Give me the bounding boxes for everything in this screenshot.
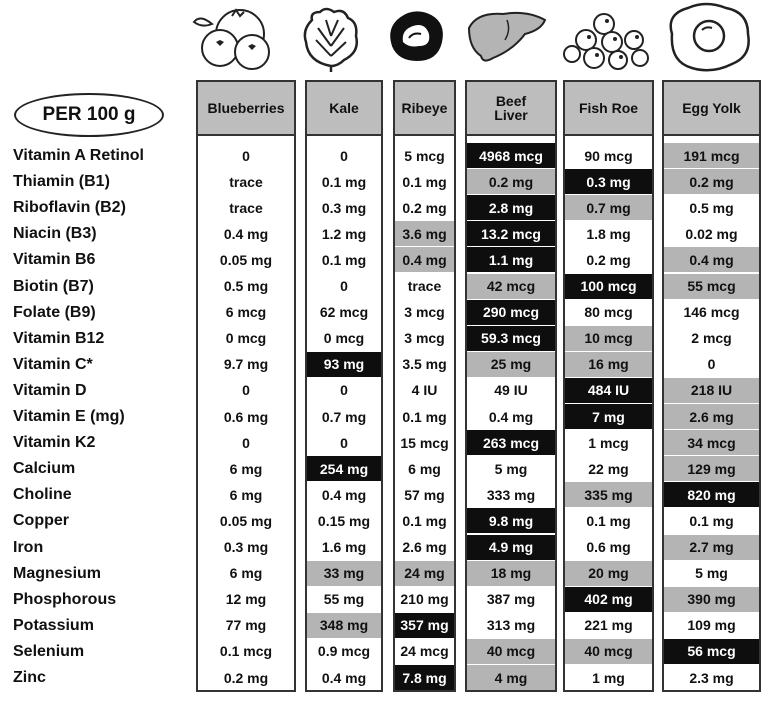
nutrient-value-cell: 333 mg: [486, 486, 536, 503]
nutrient-value-cell: 6 mg: [408, 460, 441, 477]
ribeye-steak-icon: [385, 6, 447, 66]
kale-leaf-icon: [300, 6, 362, 74]
nutrient-value-cell: 90 mcg: [584, 147, 633, 164]
nutrient-value-cell: 0.5 mg: [689, 199, 734, 216]
nutrient-value-cell: 4 mg: [467, 665, 555, 690]
nutrient-value-cell: 62 mcg: [319, 304, 369, 321]
nutrient-value-cell: 348 mg: [307, 613, 381, 638]
nutrient-value-cell: 402 mg: [565, 587, 652, 612]
nutrient-value-cell: 146 mcg: [683, 304, 740, 321]
food-header: Blueberries: [198, 82, 294, 136]
nutrient-value-cell: 263 mcg: [467, 430, 555, 455]
nutrient-value-cell: 0.3 mg: [223, 539, 269, 555]
nutrient-value-cell: 0.3 mg: [321, 199, 367, 216]
nutrient-label: Folate (B9): [13, 303, 96, 321]
nutrient-value-cell: 2.3 mg: [689, 669, 734, 686]
nutrient-value-cell: 42 mcg: [467, 274, 555, 299]
nutrient-value-cell: 6 mg: [229, 565, 263, 582]
nutrient-value-cell: 16 mg: [565, 352, 652, 377]
nutrient-value-cell: 0.1 mg: [321, 251, 367, 268]
nutrient-value-cell: 109 mg: [687, 617, 736, 634]
nutrient-value-cell: 3 mcg: [404, 304, 445, 321]
fish-roe-icon: [562, 6, 652, 72]
nutrient-value-cell: 25 mg: [467, 352, 555, 377]
nutrient-value-cell: 0: [242, 147, 250, 164]
nutrient-value-cell: 12 mg: [225, 591, 267, 608]
food-column: [563, 80, 654, 692]
nutrient-value-cell: 0.1 mg: [402, 173, 447, 190]
nutrient-value-cell: 390 mg: [664, 587, 759, 612]
nutrient-value-cell: 0.4 mg: [664, 247, 759, 272]
nutrient-value-cell: 40 mcg: [467, 639, 555, 664]
nutrient-value-cell: 10 mcg: [565, 326, 652, 351]
egg-yolk-icon: [662, 0, 754, 74]
nutrient-value-cell: 6 mg: [229, 460, 263, 477]
nutrient-value-cell: 254 mg: [307, 456, 381, 481]
nutrient-value-cell: 24 mg: [395, 561, 454, 586]
per-100g-badge: PER 100 g: [14, 93, 164, 137]
nutrient-value-cell: 6 mcg: [225, 304, 267, 321]
nutrient-value-cell: 0.7 mg: [321, 408, 367, 425]
nutrient-value-cell: 2 mcg: [691, 330, 732, 347]
nutrient-value-cell: 4968 mcg: [467, 143, 555, 168]
nutrient-value-cell: 15 mcg: [400, 434, 449, 451]
nutrient-value-cell: 0.2 mg: [223, 669, 269, 686]
nutrient-label: Vitamin A Retinol: [13, 147, 144, 164]
food-column: [393, 80, 456, 692]
nutrient-value-cell: 55 mcg: [664, 274, 759, 299]
nutrient-value-cell: 0.4 mg: [488, 408, 534, 425]
nutrient-value-cell: 0.6 mg: [586, 539, 631, 555]
nutrient-value-cell: 5 mg: [695, 565, 728, 582]
nutrient-value-cell: 1 mcg: [588, 434, 629, 451]
nutrient-value-cell: 13.2 mcg: [467, 221, 555, 246]
nutrient-value-cell: 1.8 mg: [586, 225, 631, 242]
nutrient-value-cell: trace: [229, 199, 263, 216]
nutrient-value-cell: 9.8 mg: [467, 508, 555, 533]
nutrient-label: Niacin (B3): [13, 225, 97, 243]
food-header: Egg Yolk: [664, 82, 759, 136]
nutrient-value-cell: 3.6 mg: [395, 221, 454, 246]
nutrient-value-cell: 0.4 mg: [223, 225, 269, 242]
nutrient-value-cell: 0: [340, 382, 348, 399]
nutrient-value-cell: 24 mcg: [400, 643, 449, 660]
nutrient-value-cell: 0.15 mg: [317, 512, 371, 529]
nutrient-value-cell: 1.1 mg: [467, 247, 555, 272]
nutrient-label: Calcium: [13, 460, 76, 478]
nutrient-value-cell: 2.6 mg: [664, 404, 759, 429]
nutrient-value-cell: 3.5 mg: [402, 356, 447, 373]
nutrient-value-cell: 0.4 mg: [395, 247, 454, 272]
nutrient-value-cell: 40 mcg: [565, 639, 652, 664]
food-header: Fish Roe: [565, 82, 652, 136]
nutrient-value-cell: 0: [242, 434, 250, 451]
nutrient-value-cell: 357 mg: [395, 613, 454, 638]
nutrient-value-cell: 0.5 mg: [223, 278, 269, 294]
nutrient-value-cell: 80 mcg: [584, 304, 633, 321]
nutrient-label: Phosphorous: [13, 590, 117, 608]
nutrient-value-cell: 22 mg: [588, 460, 629, 477]
nutrient-value-cell: 5 mg: [494, 460, 528, 477]
nutrient-value-cell: 0.05 mg: [219, 251, 273, 268]
nutrient-value-cell: 7 mg: [565, 404, 652, 429]
food-column: [196, 80, 296, 692]
nutrient-value-cell: 20 mg: [565, 561, 652, 586]
nutrient-value-cell: 0.2 mg: [467, 169, 555, 194]
nutrient-value-cell: 34 mcg: [664, 430, 759, 455]
nutrient-value-cell: 100 mcg: [565, 274, 652, 299]
nutrient-value-cell: 49 IU: [494, 382, 528, 399]
nutrient-value-cell: 55 mg: [323, 591, 365, 608]
nutrient-value-cell: 1.2 mg: [321, 225, 367, 242]
blueberries-icon: [192, 6, 282, 72]
nutrient-value-cell: 0.6 mg: [223, 408, 269, 425]
nutrient-label: Thiamin (B1): [13, 173, 110, 191]
nutrient-value-cell: 129 mg: [664, 456, 759, 481]
food-column: [465, 80, 557, 692]
nutrient-value-cell: 9.7 mg: [223, 356, 269, 373]
nutrient-value-cell: 290 mcg: [467, 300, 555, 325]
food-header: Ribeye: [395, 82, 454, 136]
nutrient-label: Magnesium: [13, 564, 102, 582]
nutrient-value-cell: 0.02 mg: [685, 225, 738, 242]
nutrient-value-cell: 0.05 mg: [219, 512, 273, 529]
nutrient-label: Vitamin K2: [13, 434, 96, 452]
nutrient-value-cell: 0: [340, 278, 348, 294]
nutrient-value-cell: 2.6 mg: [402, 539, 447, 555]
nutrient-value-cell: 0.2 mg: [402, 199, 447, 216]
nutrient-value-cell: 0 mcg: [225, 330, 267, 347]
nutrient-label: Riboflavin (B2): [13, 199, 126, 217]
nutrient-value-cell: 4 IU: [411, 382, 438, 399]
nutrient-value-cell: 221 mg: [584, 617, 633, 634]
nutrient-value-cell: 0: [242, 382, 250, 399]
nutrient-label: Vitamin B12: [13, 329, 105, 347]
food-column: [662, 80, 761, 692]
nutrient-value-cell: 18 mg: [467, 561, 555, 586]
nutrient-value-cell: 313 mg: [486, 617, 536, 634]
nutrient-value-cell: 0.1 mg: [402, 512, 447, 529]
nutrient-value-cell: 218 IU: [664, 378, 759, 403]
nutrient-value-cell: 335 mg: [565, 482, 652, 507]
nutrient-value-cell: 0: [340, 147, 348, 164]
nutrient-value-cell: 2.8 mg: [467, 195, 555, 220]
food-column: [305, 80, 383, 692]
nutrient-label: Biotin (B7): [13, 277, 94, 295]
nutrient-value-cell: 0.1 mcg: [219, 643, 273, 660]
nutrient-value-cell: 33 mg: [307, 561, 381, 586]
nutrient-value-cell: 93 mg: [307, 352, 381, 377]
nutrient-value-cell: 820 mg: [664, 482, 759, 507]
nutrient-value-cell: 0 mcg: [323, 330, 365, 347]
nutrient-value-cell: 2.7 mg: [664, 535, 759, 560]
nutrient-value-cell: 57 mg: [404, 486, 445, 503]
nutrient-label: Vitamin B6: [13, 251, 96, 269]
nutrient-value-cell: 0.9 mcg: [317, 643, 371, 660]
nutrient-value-cell: 3 mcg: [404, 330, 445, 347]
nutrient-value-cell: trace: [407, 278, 442, 294]
nutrient-value-cell: 56 mcg: [664, 639, 759, 664]
nutrient-value-cell: 1 mg: [592, 669, 625, 686]
nutrient-label: Copper: [13, 512, 69, 530]
nutrient-label: Selenium: [13, 642, 85, 660]
nutrient-value-cell: 6 mg: [229, 486, 263, 503]
nutrient-value-cell: trace: [229, 173, 263, 190]
nutrient-value-cell: 1.6 mg: [321, 539, 367, 555]
nutrient-value-cell: 0.1 mg: [321, 173, 367, 190]
nutrient-value-cell: 0.1 mg: [586, 512, 631, 529]
food-header: Kale: [307, 82, 381, 136]
nutrient-label: Potassium: [13, 616, 94, 634]
nutrient-value-cell: 191 mcg: [664, 143, 759, 168]
nutrient-value-cell: 0.1 mg: [402, 408, 447, 425]
nutrient-label: Vitamin D: [13, 381, 87, 399]
nutrient-value-cell: 0.2 mg: [664, 169, 759, 194]
nutrient-value-cell: 0: [707, 356, 716, 373]
nutrient-value-cell: 7.8 mg: [395, 665, 454, 690]
nutrient-label: Vitamin E (mg): [13, 408, 125, 425]
nutrient-value-cell: 0.1 mg: [689, 512, 734, 529]
nutrient-value-cell: 0.2 mg: [586, 251, 631, 268]
nutrient-label: Vitamin C*: [13, 355, 93, 373]
nutrient-value-cell: 210 mg: [400, 591, 449, 608]
beef-liver-icon: [463, 6, 549, 68]
nutrient-value-cell: 387 mg: [486, 591, 536, 608]
nutrient-label: Choline: [13, 486, 72, 504]
nutrient-value-cell: 4.9 mg: [467, 535, 555, 560]
nutrient-value-cell: 0.4 mg: [321, 486, 367, 503]
food-header: Beef Liver: [467, 82, 555, 136]
nutrient-label: Zinc: [13, 669, 46, 686]
nutrient-value-cell: 484 IU: [565, 378, 652, 403]
nutrient-label: Iron: [13, 538, 44, 556]
nutrient-value-cell: 0: [340, 434, 348, 451]
nutrient-value-cell: 59.3 mcg: [467, 326, 555, 351]
nutrient-value-cell: 5 mcg: [404, 147, 445, 164]
nutrient-value-cell: 0.3 mg: [565, 169, 652, 194]
nutrient-value-cell: 0.7 mg: [565, 195, 652, 220]
nutrient-value-cell: 0.4 mg: [321, 669, 367, 686]
nutrient-value-cell: 77 mg: [225, 617, 267, 634]
